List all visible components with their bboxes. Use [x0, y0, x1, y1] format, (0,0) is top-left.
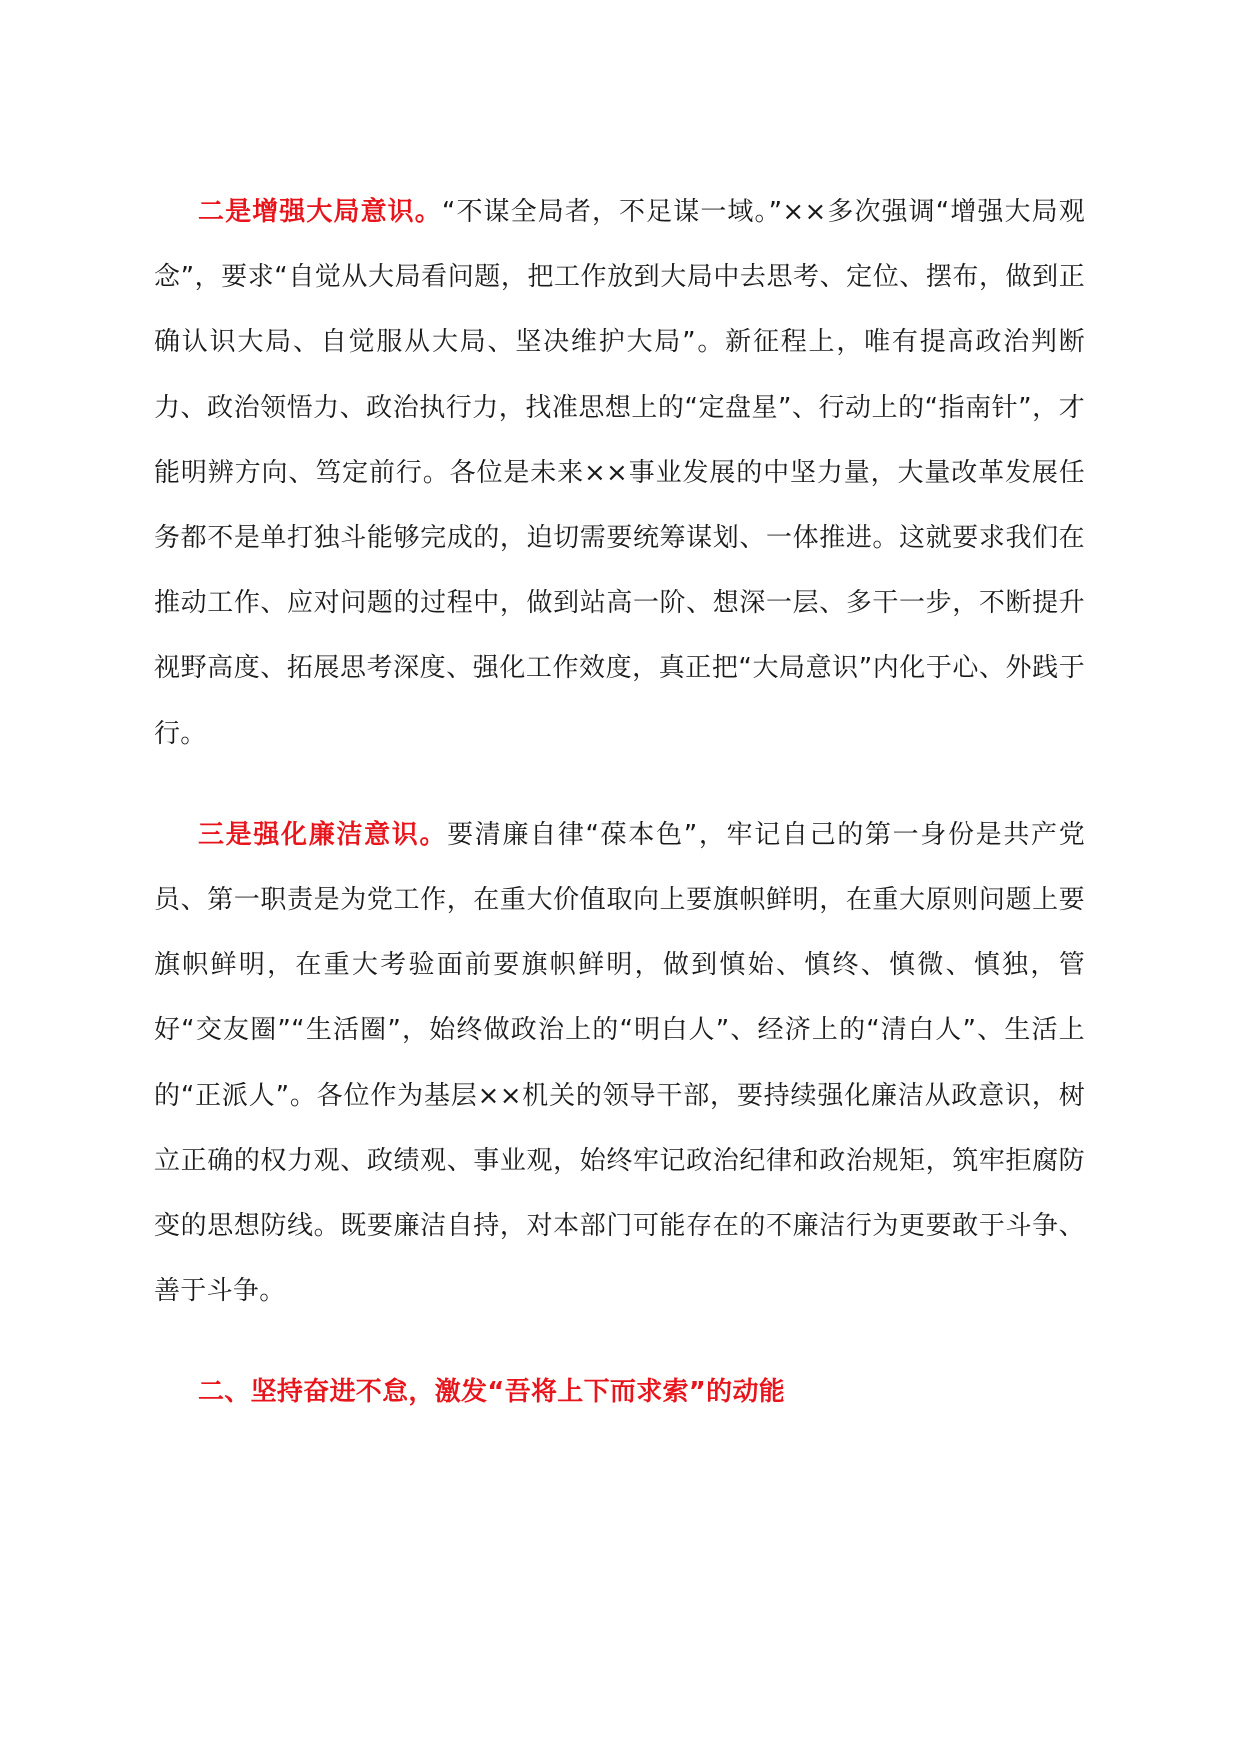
paragraph-lead-heading: 二是增强大局意识。 [198, 197, 442, 227]
paragraph-text: “不谋全局者，不足谋一域。”××多次强调“增强大局观念”，要求“自觉从大局看问题，把工作放到大局中去思考、定位、摆布，做到正确认识大局、自觉服从大局、坚决维护大局”。新征程上，唯有提高政治判断力、政治领悟力、政治执行力，找准思想上的“定盘星”、行动上的“指南针”，才能明辨方向、笃定前行。各位是未来××事业发展的中坚力量，大量改革发展任务都不是单打独斗能够完成的，迫切需要统筹谋划、一体推进。这就要求我们在推动工作、应对问题的过程中，做到站高一阶、想深一层、多干一步，不断提升视野高度、拓展思考深度、强化工作效度，真正把“大局意识”内化于心、外践于行。 [154, 197, 1086, 749]
paragraph-overall-awareness [154, 180, 1085, 767]
document-body [154, 180, 1085, 1426]
section-heading: 二、坚持奋进不怠，激发“吾将上下而求索”的动能 [198, 1377, 786, 1408]
paragraph-integrity-awareness [154, 803, 1085, 1325]
paragraph-text: 要清廉自律“葆本色”，牢记自己的第一身份是共产党员、第一职责是为党工作，在重大价值取向上要旗帜鲜明，在重大原则问题上要旗帜鲜明，在重大考验面前要旗帜鲜明，做到慎始、慎终、慎微、慎独，管好“交友圈”“生活圈”，始终做政治上的“明白人”、经济上的“清白人”、生活上的“正派人”。各位作为基层××机关的领导干部，要持续强化廉洁从政意识，树立正确的权力观、政绩观、事业观，始终牢记政治纪律和政治规矩，筑牢拒腐防变的思想防线。既要廉洁自持，对本部门可能存在的不廉洁行为更要敢于斗争、善于斗争。 [154, 819, 1086, 1307]
paragraph-lead-heading: 三是强化廉洁意识。 [198, 819, 448, 850]
